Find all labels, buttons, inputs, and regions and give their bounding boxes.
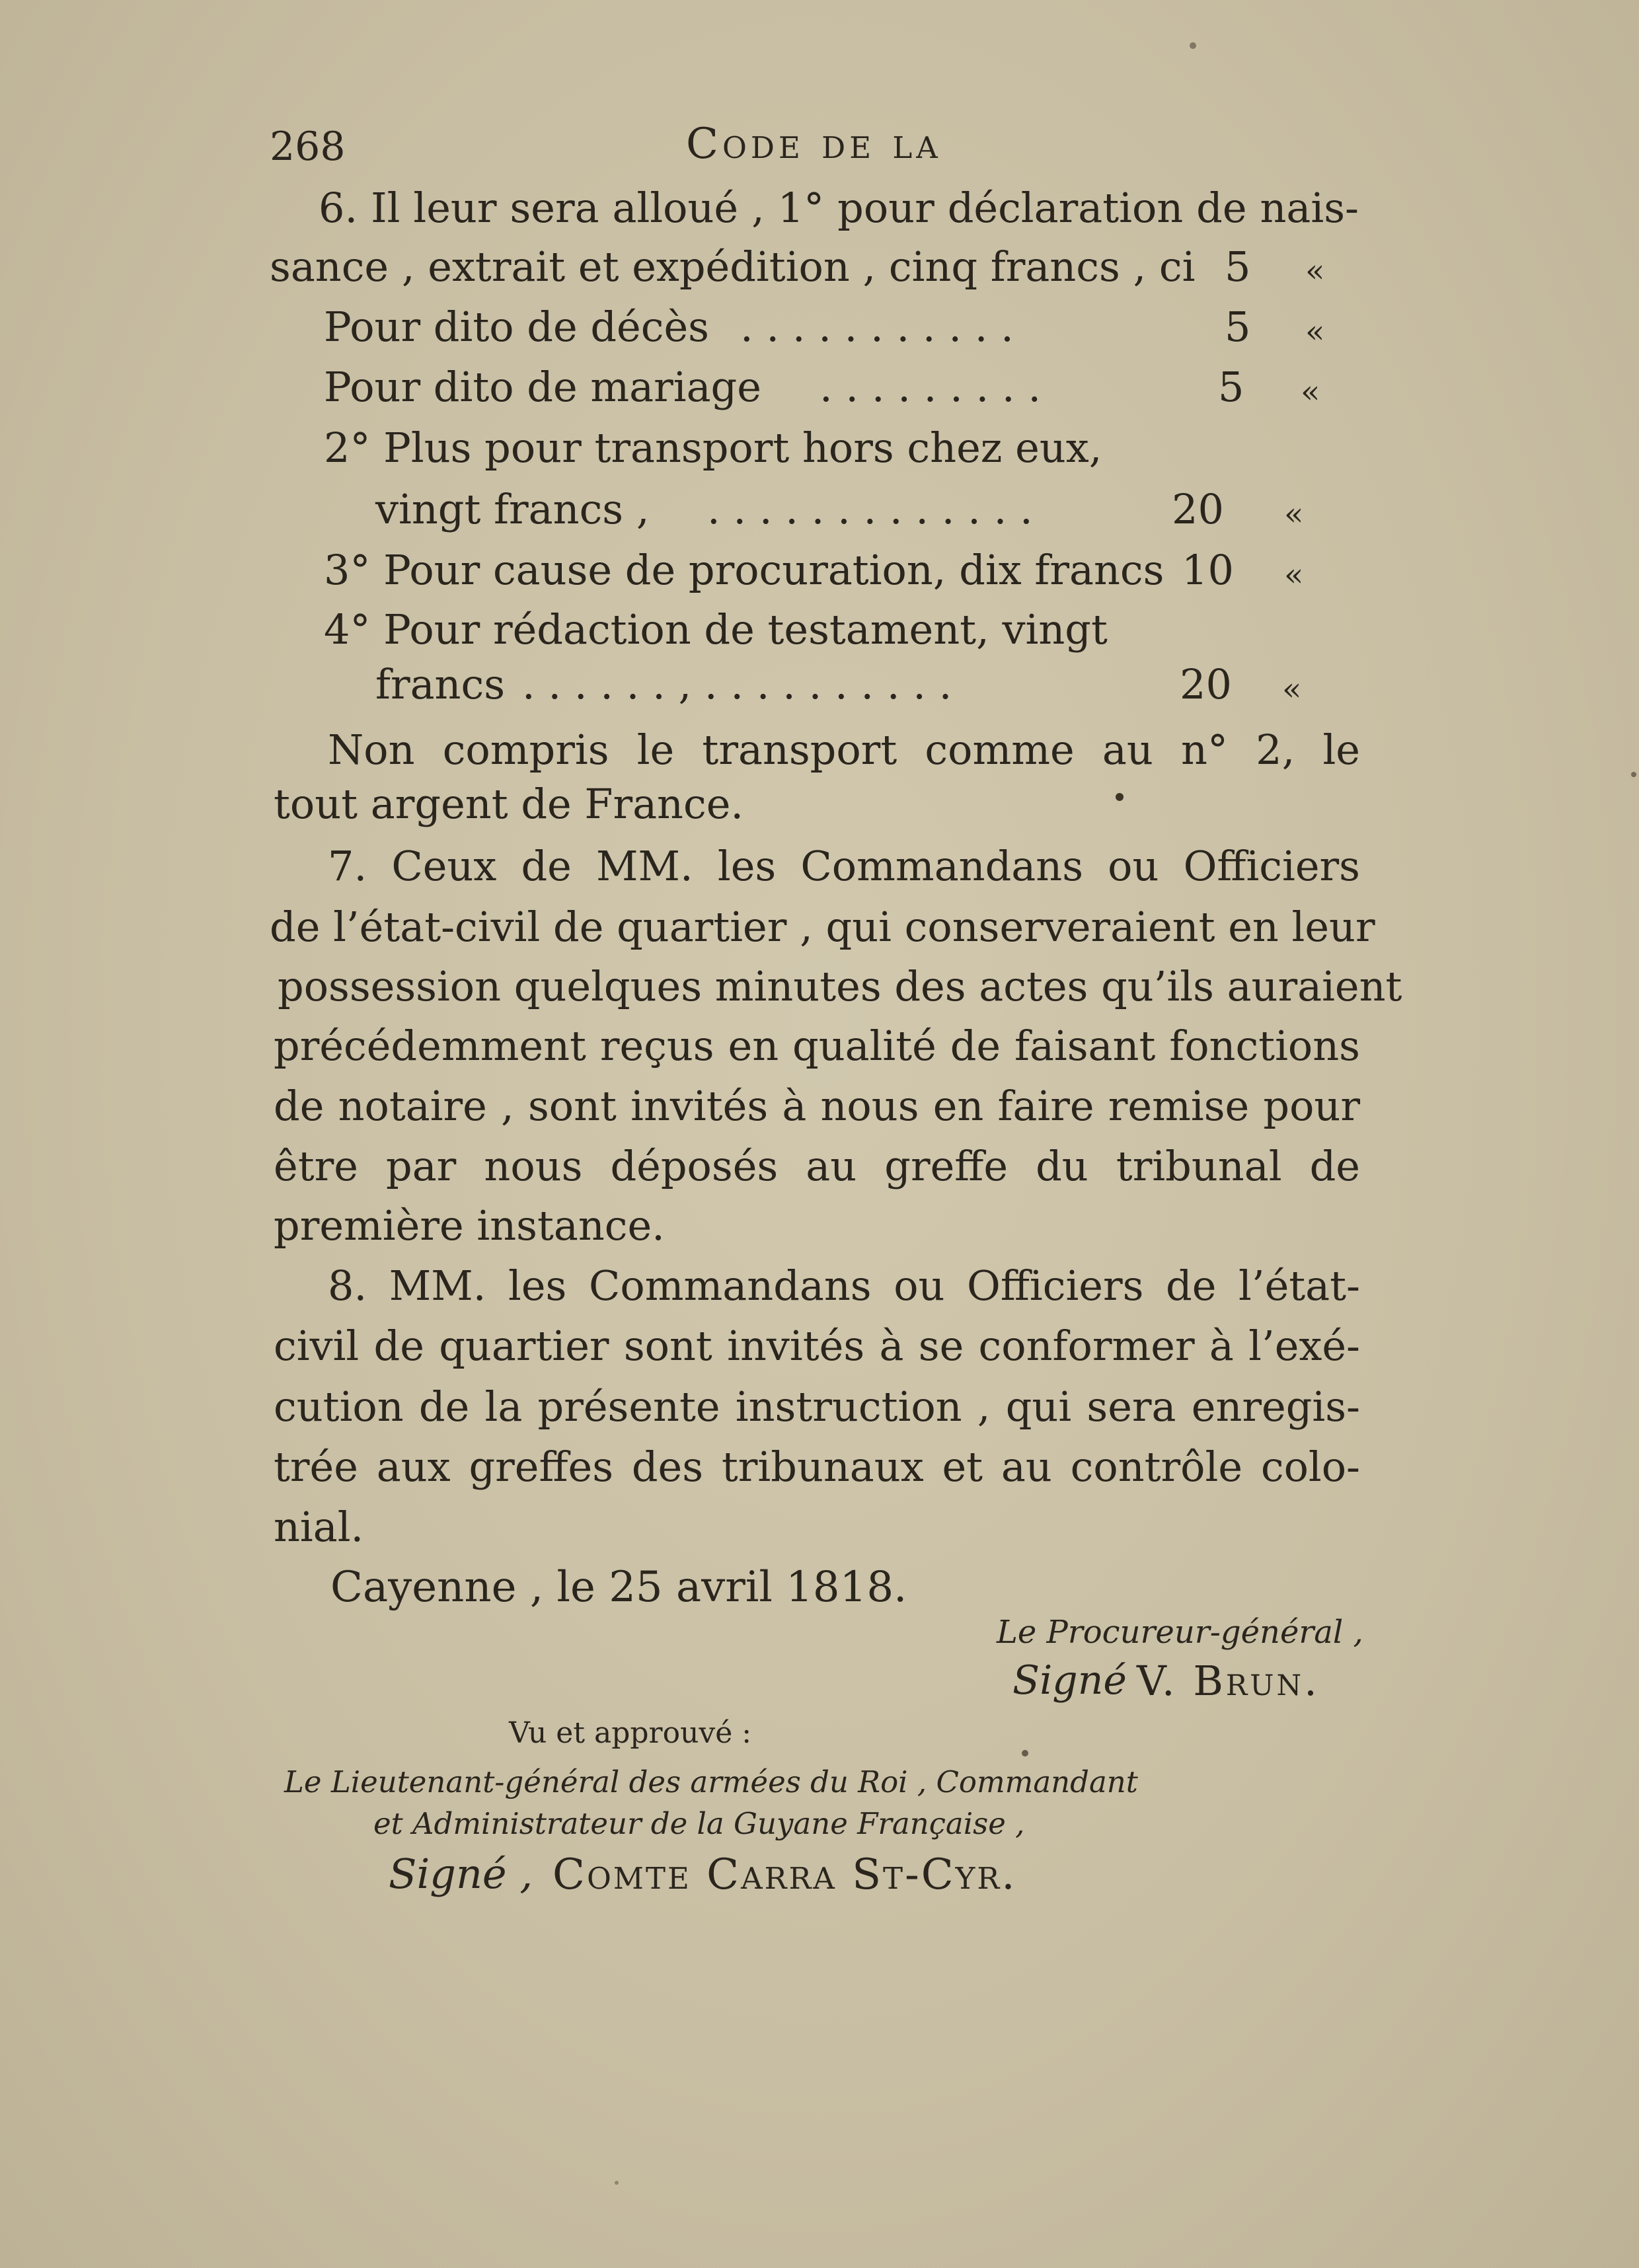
fee-item-label: Pour dito de décès	[324, 303, 709, 351]
signatory-title: Le Procureur-général ,	[997, 1614, 1363, 1651]
fee-item-mark: «	[1282, 671, 1302, 708]
ink-speck	[615, 2181, 619, 2185]
article-7-line: de notaire , sont invités à nous en faire remise pour	[274, 1082, 1360, 1130]
approval-line-2: et Administrateur de la Guyane Française ,	[373, 1806, 1025, 1841]
article-7-line: première instance.	[274, 1201, 665, 1250]
fee-item-label: vingt francs ,	[375, 485, 650, 533]
fee-item-amount: 20	[1172, 485, 1224, 533]
running-title: Code de la	[686, 120, 942, 169]
fee-item-label: 2° Plus pour transport hors chez eux,	[324, 424, 1102, 472]
fee-item-mark: «	[1284, 556, 1304, 593]
fee-closing-line-2: tout argent de France.	[274, 780, 744, 828]
fee-item-dots: . . . . . . . . . . . . .	[707, 485, 1033, 533]
fee-item-amount: 20	[1180, 660, 1232, 708]
fee-item-mark: «	[1301, 373, 1320, 410]
fee-closing-line-1: Non compris le transport comme au n° 2, le	[328, 726, 1360, 774]
article-7-line: être par nous déposés au greffe du tribunal de	[274, 1142, 1360, 1190]
approval-line-1: Le Lieutenant-général des armées du Roi , Commandant	[284, 1764, 1138, 1799]
page-number: 268	[270, 124, 346, 170]
ink-speck	[1631, 772, 1636, 777]
article-7-line: 7. Ceux de MM. les Commandans ou Officiers	[328, 842, 1360, 890]
signe-label: Signé	[1012, 1657, 1127, 1704]
fee-intro-line-1: 6. Il leur sera alloué , 1° pour déclaration de nais-	[319, 184, 1359, 232]
article-7-line: de l’état-civil de quartier , qui conserveraient en leur	[270, 903, 1375, 951]
article-8-line: trée aux greffes des tribunaux et au contrôle colo-	[274, 1443, 1360, 1491]
dateline: Cayenne , le 25 avril 1818.	[330, 1563, 907, 1612]
approval-heading: Vu et approuvé :	[509, 1716, 752, 1750]
fee-intro-line-2: sance , extrait et expédition , cinq francs , ci	[270, 243, 1196, 291]
fee-item-dots: . . . . . . . . .	[820, 363, 1042, 411]
fee-item-amount: 10	[1182, 546, 1234, 594]
fee-item-label: francs	[375, 660, 506, 708]
fee-item-mark: «	[1305, 313, 1325, 350]
fee-item-label: 3° Pour cause de procuration, dix francs	[324, 546, 1164, 594]
article-7-line: possession quelques minutes des actes qu’ils auraient	[278, 962, 1402, 1010]
fee-intro-mark: «	[1305, 252, 1325, 289]
fee-item-amount: 5	[1218, 363, 1244, 411]
fee-item-dots: . . . . . . . . . . .	[740, 303, 1014, 351]
article-7-line: précédemment reçus en qualité de faisant fonctions	[274, 1022, 1360, 1070]
ink-speck	[1190, 42, 1196, 49]
ink-speck	[1116, 793, 1124, 801]
fee-item-label: 4° Pour rédaction de testament, vingt	[324, 605, 1108, 654]
fee-item-amount: 5	[1225, 303, 1251, 351]
ink-speck	[1022, 1750, 1028, 1757]
fee-item-label: Pour dito de mariage	[324, 363, 761, 411]
article-8-line: 8. MM. les Commandans ou Officiers de l’état-	[328, 1262, 1360, 1310]
article-8-line: nial.	[274, 1503, 364, 1551]
fee-intro-amount: 5	[1225, 243, 1251, 291]
article-8-line: cution de la présente instruction , qui sera enregis-	[274, 1382, 1360, 1431]
fee-item-dots: . . . . . . , . . . . . . . . . .	[522, 660, 952, 708]
approval-signatory-name: Comte Carra St-Cyr.	[553, 1850, 1017, 1899]
signatory-name: V. Brun.	[1137, 1657, 1320, 1705]
approval-signe-label: Signé ,	[389, 1850, 533, 1898]
fee-item-mark: «	[1284, 496, 1304, 533]
article-8-line: civil de quartier sont invités à se conformer à l’exé-	[274, 1322, 1360, 1370]
